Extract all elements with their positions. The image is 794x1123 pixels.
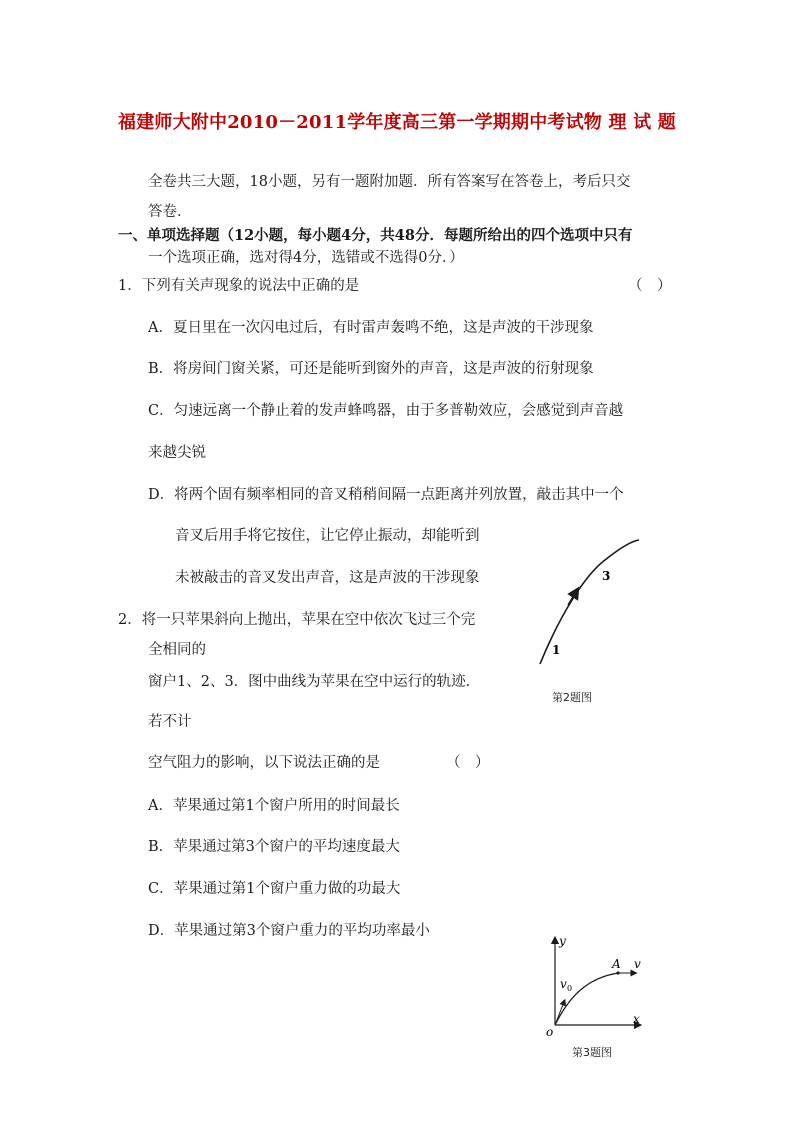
q2-option-a: A．苹果通过第1个窗户所用的时间最长 — [148, 798, 400, 814]
section-1-heading-cont: 一个选项正确，选对得4分，选错或不选得0分．） — [148, 250, 464, 266]
window-3-label: 3 — [602, 569, 611, 583]
page-title: 福建师大附中2010－2011学年度高三第一学期期中考试物 理 试 题 — [118, 112, 676, 133]
point-a — [616, 971, 619, 974]
q1-answer-bracket: （ ） — [628, 278, 672, 294]
q1-option-d-cont-1: 音叉后用手将它按住，让它停止振动，却能听到 — [175, 528, 480, 544]
q2-answer-bracket: （ ） — [446, 755, 490, 771]
trajectory-arrow — [568, 592, 576, 605]
intro-line-2: 答卷． — [148, 204, 192, 220]
window-1-label: 1 — [552, 643, 561, 657]
figure-3-axes — [540, 930, 650, 1040]
figure-3-caption: 第3题图 — [572, 1046, 612, 1059]
q1-stem: 1．下列有关声现象的说法中正确的是 — [118, 278, 360, 294]
q2-stem-5: 空气阻力的影响，以下说法正确的是 — [148, 755, 380, 771]
q2-stem-3: 窗户1、2、3．图中曲线为苹果在空中运行的轨迹． — [148, 674, 481, 690]
v0-subscript: 0 — [567, 984, 573, 993]
section-1-heading: 一、单项选择题（12小题，每小题4分，共48分．每题所给出的四个选项中只有 — [118, 227, 633, 244]
y-axis-label: y — [559, 934, 566, 948]
q1-option-a: A．夏日里在一次闪电过后，有时雷声轰鸣不绝，这是声波的干涉现象 — [148, 320, 594, 336]
q2-option-c: C．苹果通过第1个窗户重力做的功最大 — [148, 881, 401, 897]
v0-arrow — [555, 1002, 564, 1025]
intro-line-1: 全卷共三大题，18小题，另有一题附加题．所有答案写在答卷上，考后只交 — [148, 174, 631, 190]
q1-option-d-cont-2: 未被敲击的音叉发出声音，这是声波的干涉现象 — [175, 570, 480, 586]
q2-stem-4: 若不计 — [148, 714, 192, 730]
origin-label: o — [546, 1025, 554, 1039]
q1-option-c: C．匀速远离一个静止着的发声蜂鸣器，由于多普勒效应，会感觉到声音越 — [148, 403, 624, 419]
q2-option-d: D．苹果通过第3个窗户重力的平均功率最小 — [148, 923, 430, 939]
x-axis-label: x — [633, 1012, 640, 1026]
figure-2-caption: 第2题图 — [552, 691, 592, 704]
figure-2-trajectory — [530, 530, 650, 710]
q2-stem-1: 2．将一只苹果斜向上抛出，苹果在空中依次飞过三个完 — [118, 612, 476, 628]
q1-option-d: D．将两个固有频率相同的音叉稍稍间隔一点距离并列放置，敲击其中一个 — [148, 487, 624, 503]
v-label: v — [634, 957, 641, 971]
q1-option-c-cont: 来越尖锐 — [148, 445, 206, 461]
v0-label: v — [560, 977, 567, 991]
q2-stem-2: 全相同的 — [148, 642, 206, 658]
point-a-label: A — [612, 957, 621, 971]
q2-option-b: B．苹果通过第3个窗户的平均速度最大 — [148, 839, 400, 855]
q1-option-b: B．将房间门窗关紧，可还是能听到窗外的声音，这是声波的衍射现象 — [148, 361, 594, 377]
